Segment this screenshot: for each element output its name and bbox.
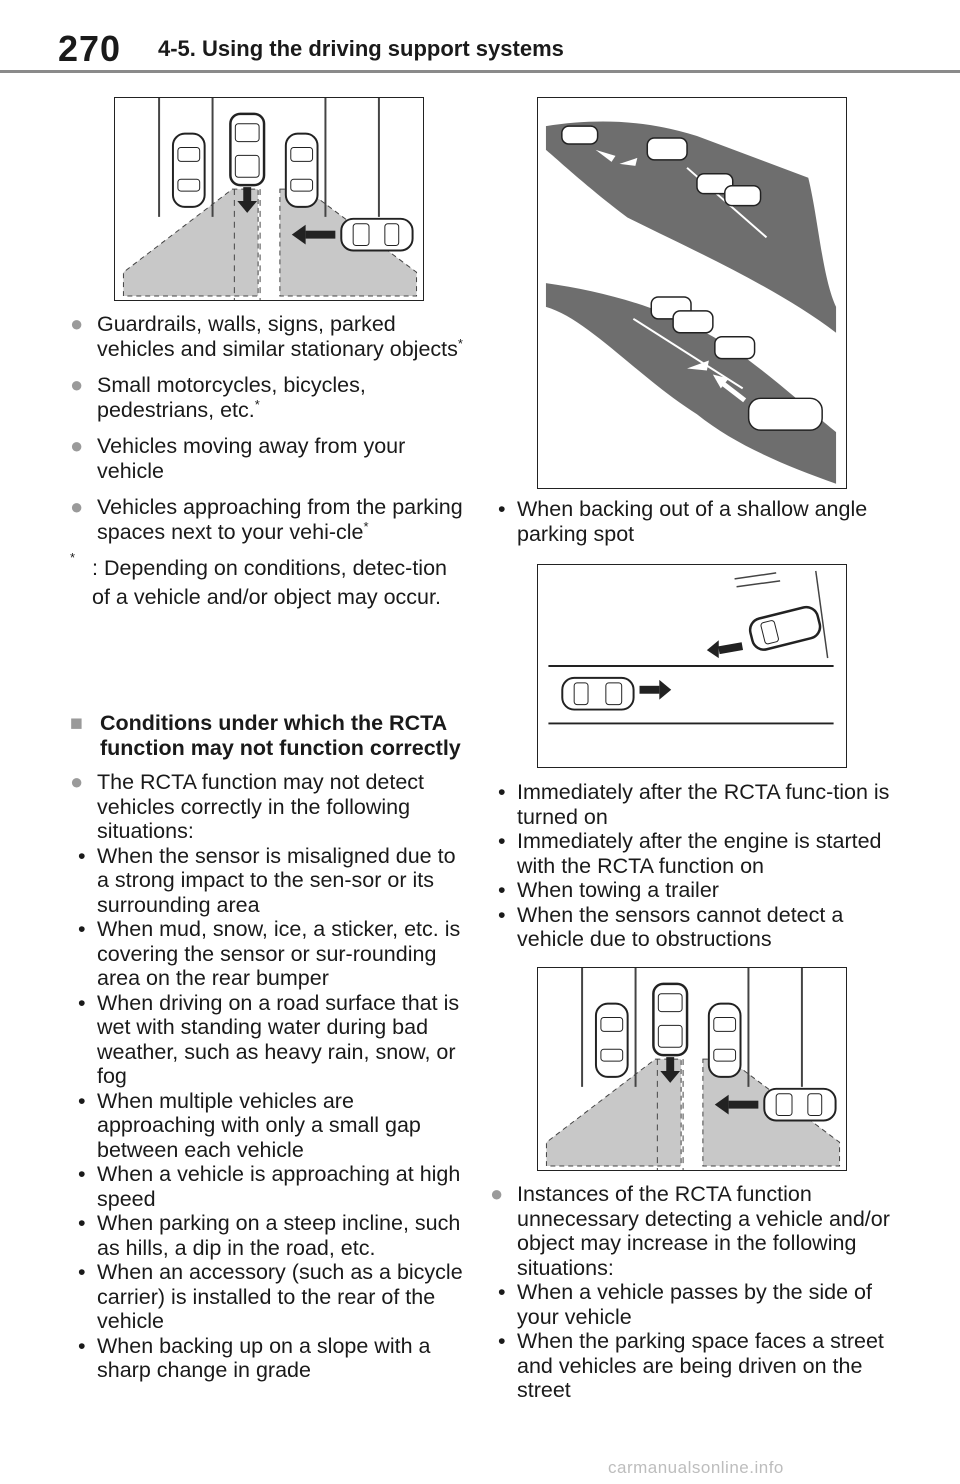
lower-car-2-icon xyxy=(673,311,713,333)
parked-car-right-icon xyxy=(286,134,318,207)
parking-detection-illustration xyxy=(115,98,423,300)
list-item-text: When the parking space faces a street and vehicles are being driven on the street xyxy=(517,1329,884,1402)
list-item xyxy=(490,780,890,829)
angled-parked-car-icon xyxy=(748,605,823,653)
parked-car-right-icon-2 xyxy=(709,1004,741,1077)
bullet-item xyxy=(70,312,470,361)
bullet-text: Guardrails, walls, signs, parked vehicles and similar stationary objects xyxy=(97,312,458,361)
conditions-heading xyxy=(70,711,470,760)
list-item xyxy=(70,1211,470,1260)
list-item xyxy=(70,991,470,1089)
bullet-dot-icon: ● xyxy=(490,1181,504,1206)
list-item-text: When the sensor is misaligned due to a strong impact to the sen-sor or its surrounding area xyxy=(97,843,456,917)
parked-car-left-icon-2 xyxy=(596,1004,628,1077)
list-dot-icon: • xyxy=(498,497,506,521)
list-item-text: When backing out of a shallow angle parking spot xyxy=(517,497,868,546)
list-item xyxy=(490,497,890,546)
lower-car-3-icon xyxy=(715,337,755,359)
bullet-item xyxy=(70,770,470,844)
bullet-text: The RCTA function may not detect vehicles correctly in the following situations: xyxy=(97,770,425,843)
parked-car-left-icon xyxy=(173,134,205,207)
figure-shallow-angle-parking xyxy=(537,564,847,768)
list-item xyxy=(70,844,470,918)
list-item xyxy=(490,1329,890,1403)
parking-detection-illustration-2 xyxy=(538,968,846,1170)
bullet-dot-icon: ● xyxy=(70,311,84,336)
own-vehicle-icon xyxy=(230,114,264,185)
footer-watermark: carmanualsonline.info xyxy=(608,1458,784,1477)
list-item xyxy=(490,878,890,903)
list-item-text: Immediately after the engine is started with the RCTA function on xyxy=(517,829,882,878)
bullet-item xyxy=(490,1182,890,1280)
bullet-item xyxy=(70,495,470,544)
list-item-text: When driving on a road surface that is wet with standing water during bad weather, such as heavy rain, snow, or fog xyxy=(97,990,460,1088)
section-title: 4-5. Using the driving support systems xyxy=(158,36,564,61)
list-item-text: When backing up on a slope with a sharp change in grade xyxy=(97,1333,431,1382)
list-item xyxy=(70,1260,470,1334)
list-dot-icon: • xyxy=(78,990,86,1015)
list-item xyxy=(70,1162,470,1211)
upper-car-2-icon xyxy=(647,138,687,160)
list-dot-icon: • xyxy=(498,1280,506,1304)
figure-parking-detection-top xyxy=(114,97,424,301)
footnote-marker: * xyxy=(457,335,463,351)
list-dot-icon: • xyxy=(78,1260,86,1284)
list-dot-icon: • xyxy=(498,902,506,927)
list-item xyxy=(490,1280,890,1329)
bullet-text: Vehicles moving away from your vehicle xyxy=(97,434,406,483)
header-divider xyxy=(0,70,960,73)
bullet-text: Small motorcycles, bicycles, pedestrians, etc. xyxy=(97,373,366,422)
approaching-car-icon-2 xyxy=(764,1089,835,1121)
list-dot-icon: • xyxy=(78,1333,86,1358)
list-item-text: When mud, snow, ice, a sticker, etc. is covering the sensor or sur-rounding area on the rear bumper xyxy=(97,917,461,990)
bullet-text: Vehicles approaching from the parking spaces next to your vehi-cle xyxy=(97,495,463,544)
list-item-text: Immediately after the RCTA func-tion is turned on xyxy=(517,780,890,829)
left-bullets-top xyxy=(70,312,470,612)
list-item xyxy=(490,829,890,878)
bullet-item xyxy=(70,434,470,483)
upper-car-1-icon xyxy=(562,126,598,144)
list-dot-icon: • xyxy=(78,843,86,868)
approaching-car-icon xyxy=(341,219,412,251)
heading-text: Conditions under which the RCTA function may not function correctly xyxy=(100,711,461,760)
list-dot-icon: • xyxy=(498,1329,506,1353)
list-dot-icon: • xyxy=(498,878,506,902)
list-item-text: When a vehicle passes by the side of your vehicle xyxy=(517,1280,872,1329)
list-dot-icon: • xyxy=(78,1088,86,1113)
list-item-text: When towing a trailer xyxy=(517,878,719,902)
right-conditions xyxy=(490,780,890,952)
left-conditions xyxy=(70,711,470,1383)
right-unnecessary xyxy=(490,1182,890,1403)
list-item xyxy=(70,917,470,991)
bullet-dot-icon: ● xyxy=(70,769,84,794)
bullet-dot-icon: ● xyxy=(70,494,84,519)
footnote: * : Depending on conditions, detec-tion of a vehicle and/or object may occur. xyxy=(70,550,447,609)
list-item-text: When a vehicle is approaching at high speed xyxy=(97,1162,461,1211)
list-item-text: When multiple vehicles are approaching with only a small gap between each vehicle xyxy=(97,1088,421,1162)
passing-car-icon xyxy=(562,678,633,710)
list-dot-icon: • xyxy=(498,829,506,853)
footnote-marker: * xyxy=(254,396,260,412)
page-header xyxy=(0,0,960,76)
list-item-text: When parking on a steep incline, such as hills, a dip in the road, etc. xyxy=(97,1211,461,1260)
bullet-item xyxy=(70,373,470,422)
heading-square-icon: ■ xyxy=(70,711,83,735)
upper-car-4-icon xyxy=(725,186,761,206)
list-item xyxy=(490,903,890,952)
bullet-dot-icon: ● xyxy=(70,433,84,458)
list-item xyxy=(70,1334,470,1383)
figure-parking-detection-bottom xyxy=(537,967,847,1171)
shallow-angle-illustration xyxy=(538,565,846,767)
list-dot-icon: • xyxy=(78,1211,86,1235)
list-item xyxy=(70,1089,470,1163)
right-caption-shallow xyxy=(490,497,890,546)
list-item-text: When an accessory (such as a bicycle carrier) is installed to the rear of the vehicle xyxy=(97,1260,463,1333)
list-item-text: When the sensors cannot detect a vehicle due to obstructions xyxy=(517,902,844,951)
list-dot-icon: • xyxy=(498,780,506,804)
lower-car-4-icon xyxy=(749,398,823,430)
footnote-text: : Depending on conditions, detec-tion of a vehicle and/or object may occur. xyxy=(92,556,447,609)
footnote-marker: * xyxy=(363,518,369,534)
forward-arrow-icon xyxy=(640,680,672,700)
list-dot-icon: • xyxy=(78,1162,86,1186)
reverse-arrow-icon xyxy=(707,640,743,658)
bullet-dot-icon: ● xyxy=(70,372,84,397)
bullet-text: Instances of the RCTA function unnecessary detecting a vehicle and/or object may increase in the following situations: xyxy=(517,1182,890,1280)
own-vehicle-icon-2 xyxy=(653,984,687,1055)
list-dot-icon: • xyxy=(78,917,86,941)
page-number: 270 xyxy=(58,28,122,69)
figure-incline-road xyxy=(537,97,847,489)
incline-road-illustration xyxy=(538,98,846,488)
